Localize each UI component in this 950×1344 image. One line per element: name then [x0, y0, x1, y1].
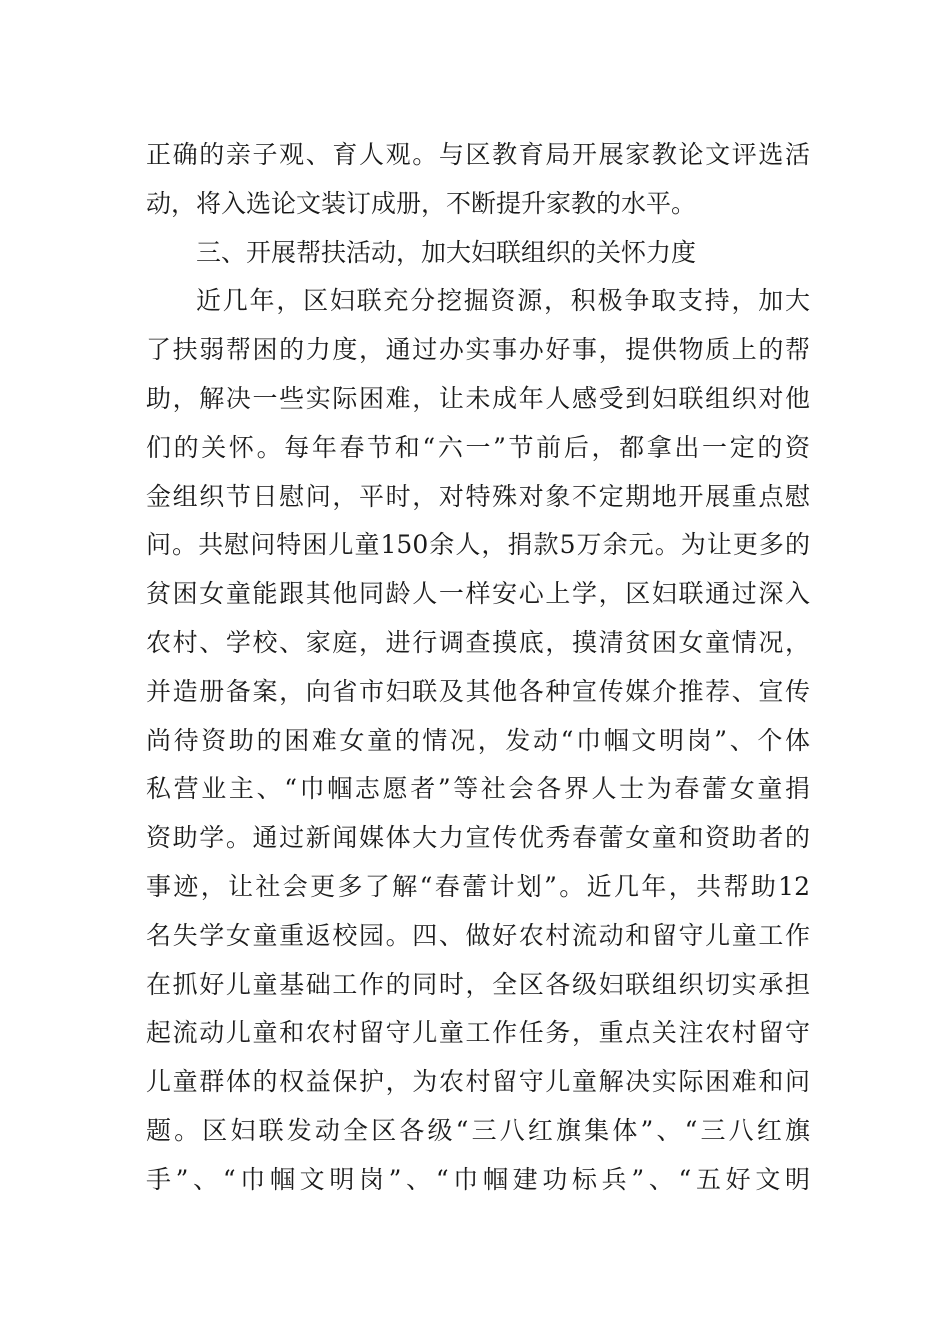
text-line: 了扶弱帮困的力度，通过办实事办好事，提供物质上的帮 [146, 335, 810, 365]
text-line: 事迹，让社会更多了解“春蕾计划”。近几年，共帮助12 [146, 871, 810, 901]
text-line: 起流动儿童和农村留守儿童工作任务，重点关注农村留守 [146, 1018, 810, 1048]
text-line: 贫困女童能跟其他同龄人一样安心上学，区妇联通过深入 [146, 579, 810, 609]
text-line: 金组织节日慰问，平时，对特殊对象不定期地开展重点慰 [146, 481, 810, 511]
text-line: 名失学女童重返校园。四、做好农村流动和留守儿童工作 [146, 920, 810, 950]
text-line: 手”、“巾帼文明岗”、“巾帼建功标兵”、“五好文明 [146, 1164, 810, 1194]
text-line: 近几年，区妇联充分挖掘资源，积极争取支持，加大 [196, 286, 810, 316]
body-text [146, 131, 810, 1205]
text-line: 助，解决一些实际困难，让未成年人感受到妇联组织对他 [146, 383, 810, 413]
text-line: 儿童群体的权益保护，为农村留守儿童解决实际困难和问 [146, 1067, 810, 1097]
text-line: 尚待资助的困难女童的情况，发动“巾帼文明岗”、个体 [146, 725, 810, 755]
text-line: 农村、学校、家庭，进行调查摸底，摸清贫困女童情况， [146, 627, 810, 657]
text-line: 私营业主、“巾帼志愿者”等社会各界人士为春蕾女童捐 [146, 774, 810, 804]
text-line: 们的关怀。每年春节和“六一”节前后，都拿出一定的资 [146, 432, 810, 462]
text-line: 正确的亲子观、育人观。与区教育局开展家教论文评选活 [146, 140, 810, 169]
text-line: 动，将入选论文装订成册，不断提升家教的水平。 [146, 188, 697, 218]
text-line: 问。共慰问特困儿童150余人，捐款5万余元。为让更多的 [146, 530, 810, 560]
section-heading: 三、开展帮扶活动，加大妇联组织的关怀力度 [196, 237, 697, 267]
text-line: 资助学。通过新闻媒体大力宣传优秀春蕾女童和资助者的 [146, 823, 810, 853]
text-line: 在抓好儿童基础工作的同时，全区各级妇联组织切实承担 [146, 969, 810, 999]
text-line: 题。区妇联发动全区各级“三八红旗集体”、“三八红旗 [146, 1115, 810, 1145]
text-line: 并造册备案，向省市妇联及其他各种宣传媒介推荐、宣传 [146, 676, 810, 706]
